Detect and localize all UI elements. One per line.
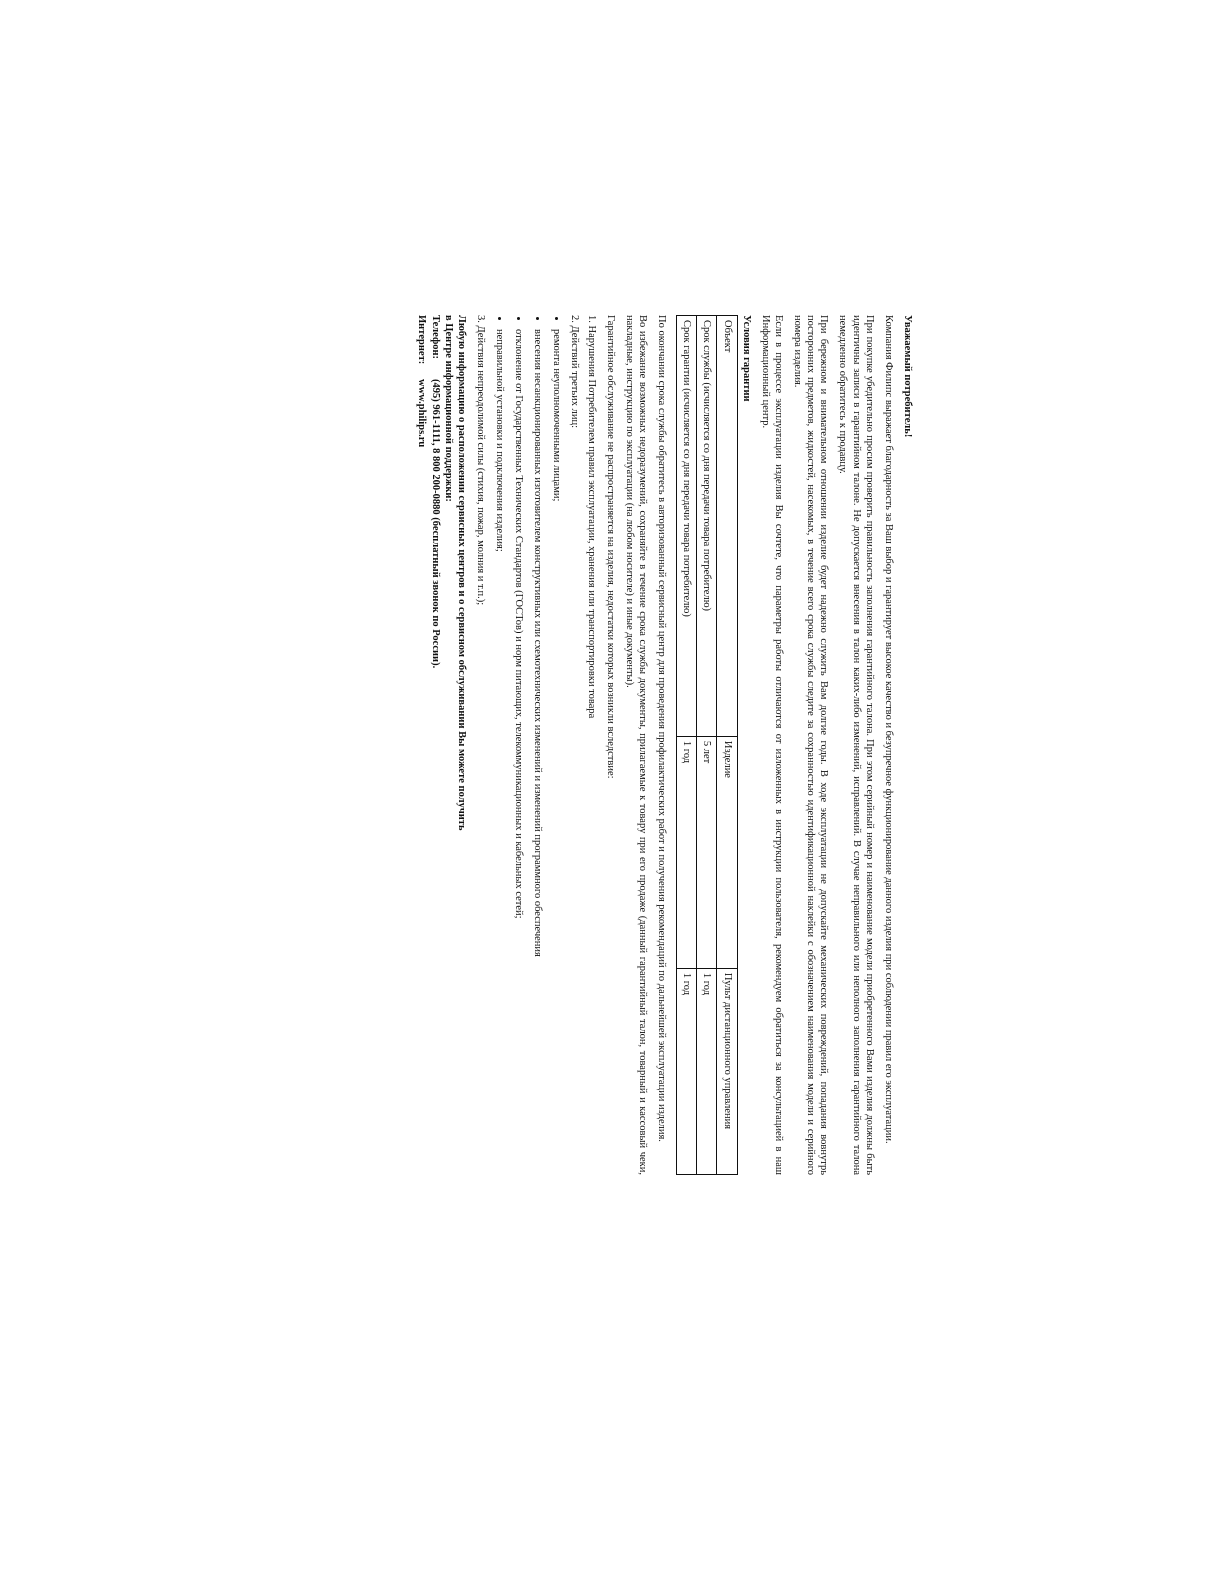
table-cell: Срок гарантии (исчисляется со дня передачи товара потребителю) <box>677 316 697 737</box>
table-row <box>697 316 717 1175</box>
table-cell: 1 год <box>677 968 697 1174</box>
table-header-row <box>717 316 737 1175</box>
phone-value: (495) 961-1111, 8 800 200-0880 (бесплатный звонок по России). <box>429 379 441 669</box>
check-paragraph: При покупке убедительно просим проверить правильность заполнения гарантийного талона. При этом серийный номер и наименование модели приобретенного Вами изделия должны быть идентичны записи в гарантийном талоне. Не допускается внесения в талон каких-либо изменений, исправлений. В случае неправильного или неполного заполнения гарантийного талона немедленно обратитесь к продавцу. <box>837 315 875 1175</box>
table-row <box>677 316 697 1175</box>
contact-intro-line-2: в Центре информационной поддержки: <box>442 315 454 502</box>
list-item: • неправильной установки и подключения изделия; <box>493 329 506 1175</box>
website-link[interactable]: www.philips.ru <box>416 379 428 448</box>
table-cell: 1 год <box>677 736 697 968</box>
column-header-object: Объект <box>717 316 737 737</box>
column-header-remote: Пульт дистанционного управления <box>717 968 737 1174</box>
third-party-list <box>493 315 564 1175</box>
table-cell: 1 год <box>697 968 717 1174</box>
service-paragraph: По окончании срока службы обратитесь в авторизованный сервисный центр для проведения профилактических работ и получения рекомендаций по дальнейшей эксплуатации изделия. <box>656 315 668 1142</box>
contact-block <box>415 315 468 1175</box>
greeting-heading: Уважаемый потребитель! <box>902 315 913 438</box>
care-paragraph: При бережном и внимательном отношении изделие будет надежно служить Вам долгие годы. В ходе эксплуатации не допускайте механических повреждений, попадания вовнутрь посторонних предметов, жидкостей, насекомых, в течение всего срока службы следите за сохранностью идентификационной наклейки с обозначением наименования модели и серийного номера изделия. <box>792 315 830 1175</box>
phone-row <box>429 315 442 1175</box>
documents-paragraph: Во избежание возможных недоразумений, сохраняйте в течение срока службы документы, прилагаемые к товару при его продаже (данный гарантийный талон, товарный и кассовый чеки, накладные, инструкцию по эксплуатации (на любом носителе) и иные документы). <box>624 315 649 1175</box>
table-cell: 5 лет <box>697 736 717 968</box>
warranty-table <box>676 315 737 1175</box>
internet-row <box>415 315 428 1175</box>
not-covered-paragraph: Гарантийное обслуживание не распространяется на изделия, недостатки которых возникли вследствие: <box>604 315 616 779</box>
list-item: • отклонение от Государственных Технических Стандартов (ГОСТов) и норм питающих, телекоммуникационных и кабельных сетей; <box>512 329 525 1175</box>
table-cell: Срок службы (исчисляется со дня передачи товара потребителю) <box>697 316 717 737</box>
list-item: • ремонта неуполномоченными лицами; <box>550 329 563 1175</box>
cause-item-2: 2. Действий третьих лиц: <box>568 315 580 429</box>
consult-paragraph: Если в процессе эксплуатации изделия Вы сочтете, что параметры работы отличаются от изложенных в инструкции пользователя, рекомендуем обратиться за консультацией в наш Информационный центр. <box>759 315 784 1175</box>
cause-item-3: 3. Действия непреодолимой силы (стихия, пожар, молния и т.п.); <box>475 315 486 606</box>
warranty-title: Условия гарантии <box>740 315 752 402</box>
cause-item-1: 1. Нарушения Потребителем правил эксплуатации, хранения или транспортировки товара <box>585 315 597 719</box>
warranty-document <box>284 315 914 1175</box>
column-header-product: Изделие <box>717 736 737 968</box>
list-item: • внесения несанкционированных изготовителем конструктивных или схемотехнических изменений и изменений программного обеспечения <box>531 329 544 1175</box>
contact-intro-line-1: Любую информацию о расположении сервисных центров и о сервисном обслуживании Вы можете получить <box>455 315 467 831</box>
internet-label: Интернет: <box>416 315 428 365</box>
phone-label: Телефон: <box>429 315 441 360</box>
thanks-paragraph: Компания Филипс выражает благодарность за Ваш выбор и гарантирует высокое качество и безупречное функционирование данного изделия при соблюдении правил его эксплуатации. <box>882 315 894 1144</box>
